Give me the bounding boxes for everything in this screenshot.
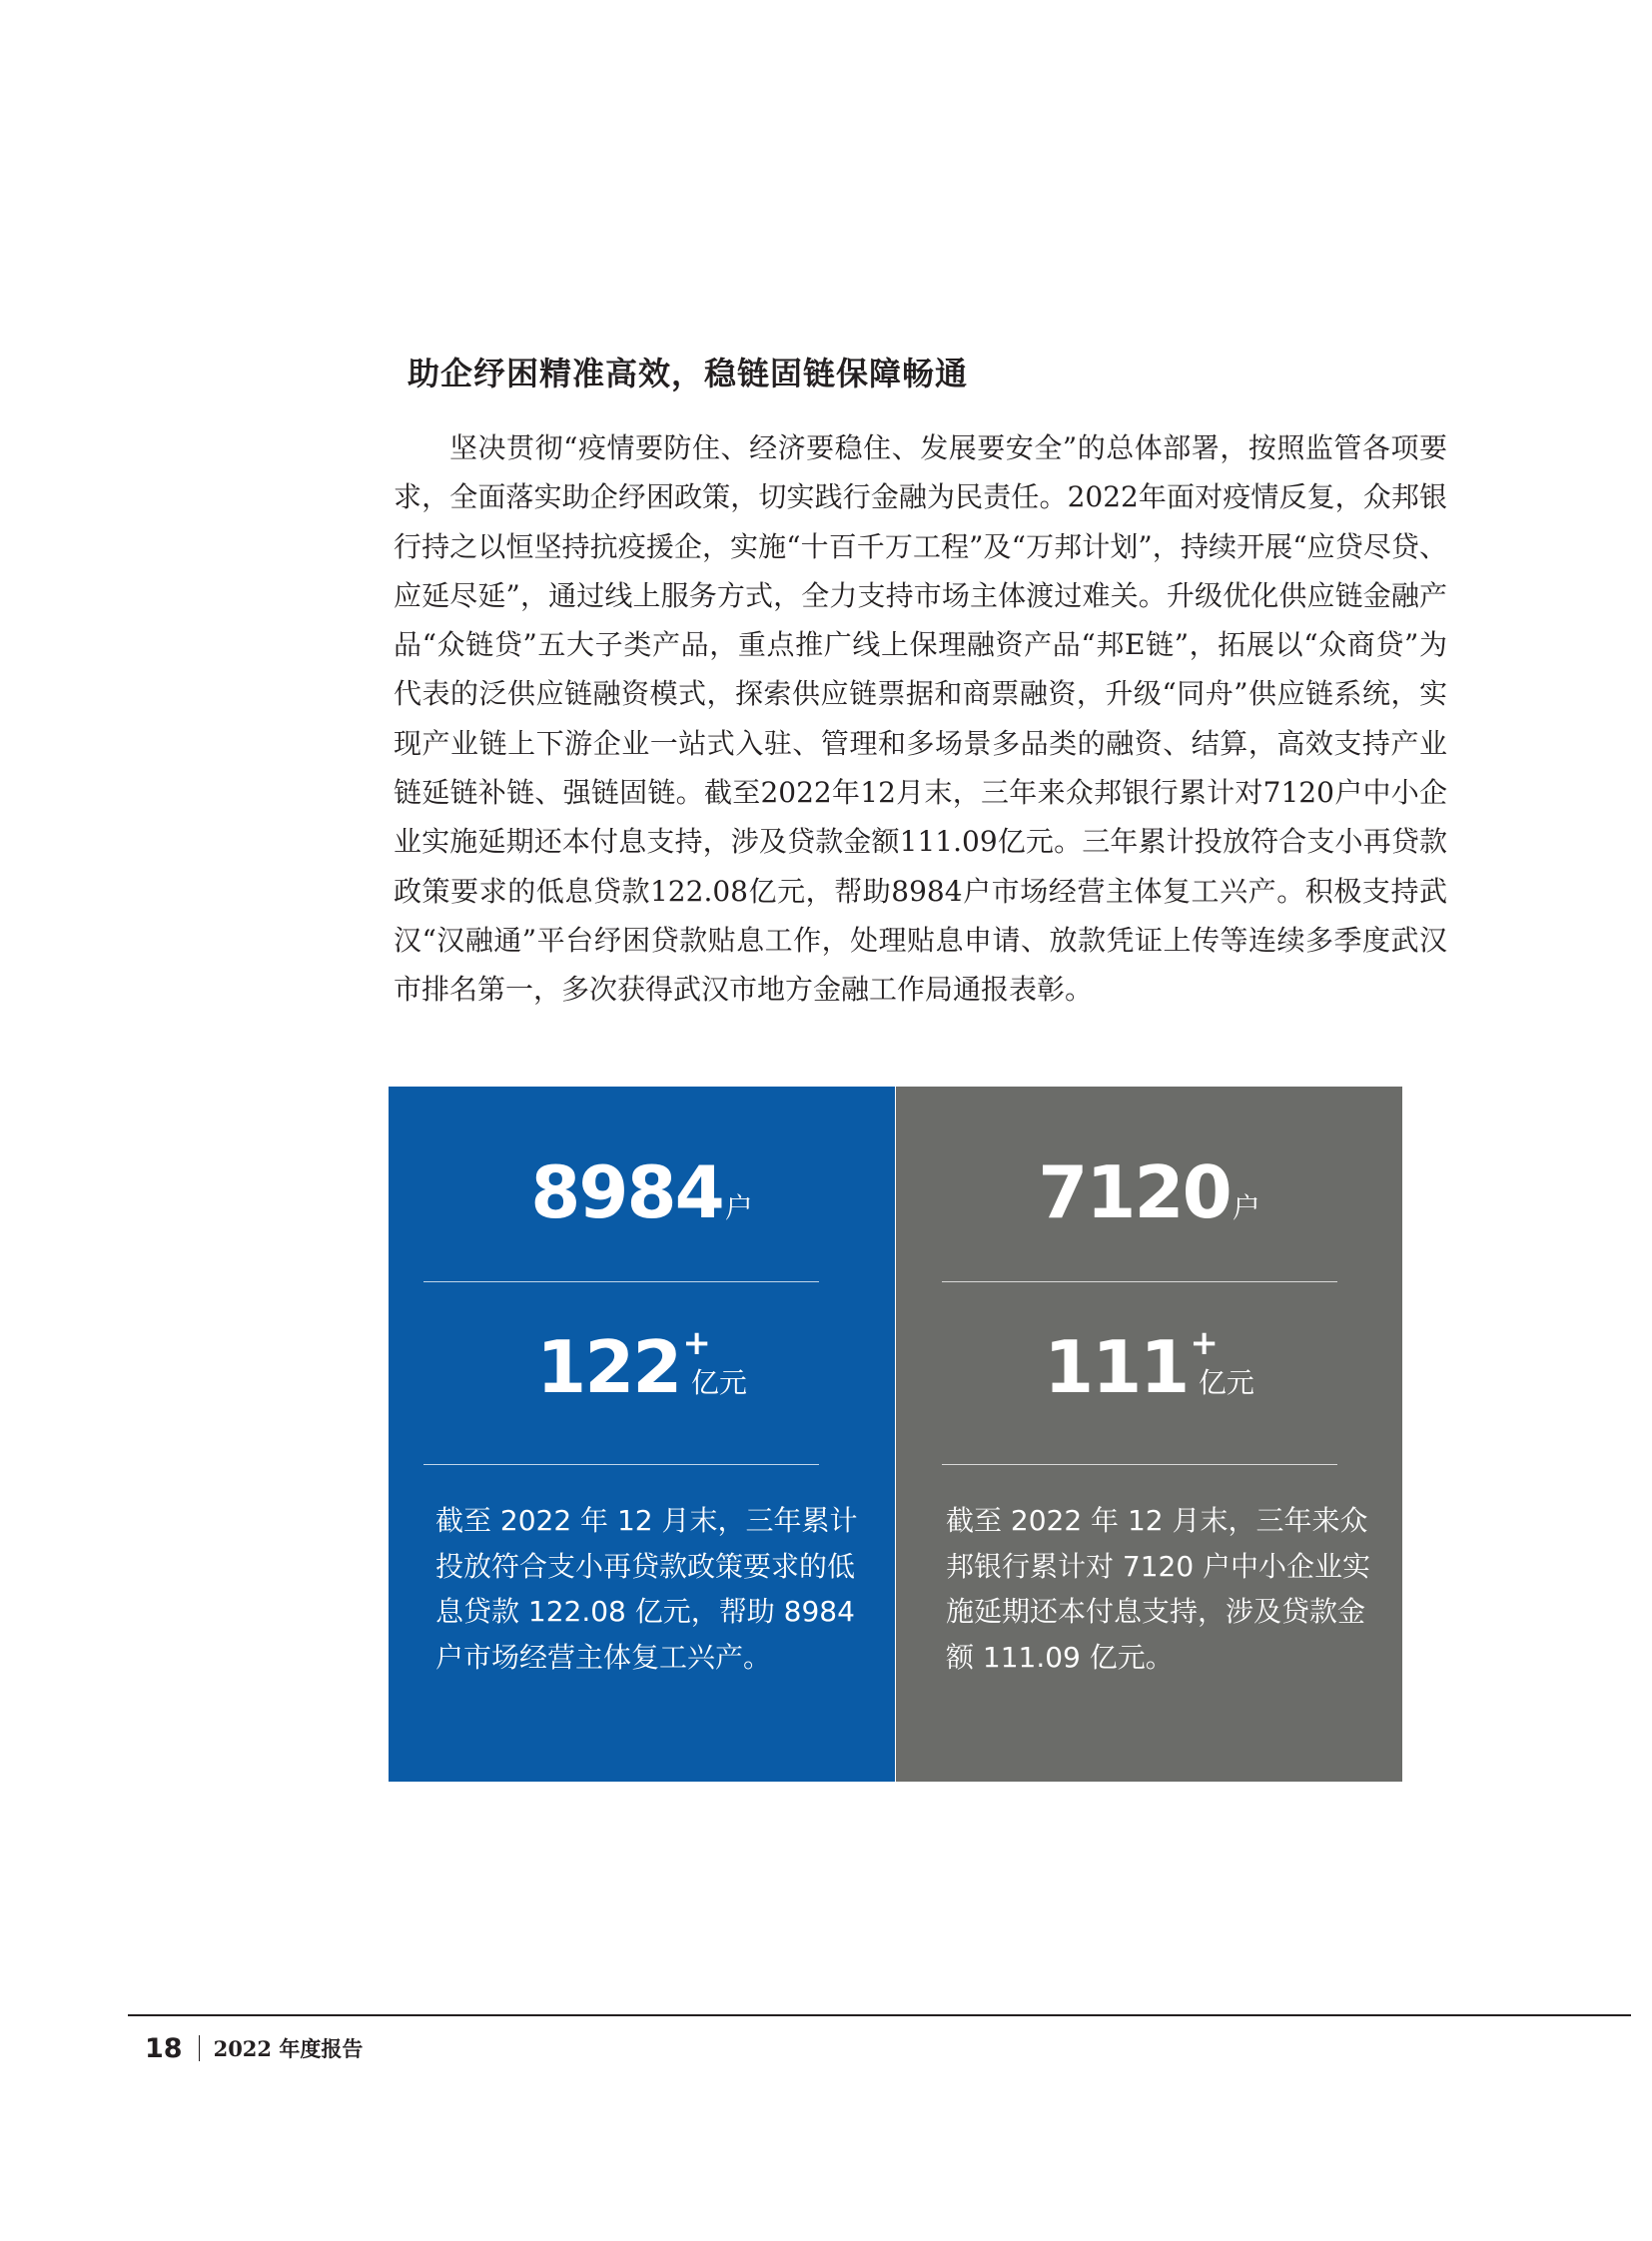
report-title: 2022 年度报告 bbox=[213, 2036, 364, 2061]
card-description: 截至 2022 年 12 月末，三年累计投放符合支小再贷款政策要求的低息贷款 122.08 亿元，帮助 8984 户市场经营主体复工兴产。 bbox=[435, 1504, 858, 1674]
stat-amount bbox=[389, 1323, 895, 1409]
stat-card-loans bbox=[389, 1087, 895, 1782]
footer-separator bbox=[199, 2035, 200, 2061]
card-divider bbox=[423, 1281, 819, 1282]
stat-amount-unit: 亿元 bbox=[690, 1366, 747, 1399]
stat-amount-value: 122 bbox=[536, 1325, 681, 1409]
stat-amount bbox=[896, 1323, 1402, 1409]
plus-sign: + bbox=[682, 1323, 711, 1363]
card-divider bbox=[942, 1464, 1337, 1465]
section-title: 助企纾困精准高效，稳链固链保障畅通 bbox=[408, 355, 969, 392]
stat-households-value: 8984 bbox=[530, 1150, 723, 1234]
stat-amount-value: 111 bbox=[1044, 1325, 1189, 1409]
plus-sign: + bbox=[1190, 1323, 1219, 1363]
card-description: 截至 2022 年 12 月末，三年来众邦银行累计对 7120 户中小企业实施延期还本付息支持，涉及贷款金额 111.09 亿元。 bbox=[946, 1504, 1371, 1674]
card-divider bbox=[942, 1281, 1337, 1282]
section-paragraph: 坚决贯彻“疫情要防住、经济要稳住、发展要安全”的总体部署，按照监管各项要求，全面落实助企纾困政策，切实践行金融为民责任。2022年面对疫情反复，众邦银行持之以恒坚持抗疫援企，实施“十百千万工程”及“万邦计划”，持续开展“应贷尽贷、应延尽延”，通过线上服务方式，全力支持市场主体渡过难关。升级优化供应链金融产品“众链贷”五大子类产品，重点推广线上保理融资产品“邦E链”，拓展以“众商贷”为代表的泛供应链融资模式，探索供应链票据和商票融资，升级“同舟”供应链系统，实现产业链上下游企业一站式入驻、管理和多场景多品类的融资、结算，高效支持产业链延链补链、强链固链。截至2022年12月末，三年来众邦银行累计对7120户中小企业实施延期还本付息支持，涉及贷款金额111.09亿元。三年累计投放符合支小再贷款政策要求的低息贷款122.08亿元，帮助8984户市场经营主体复工兴产。积极支持武汉“汉融通”平台纾困贷款贴息工作，处理贴息申请、放款凭证上传等连续多季度武汉市排名第一，多次获得武汉市地方金融工作局通报表彰。 bbox=[394, 431, 1447, 1007]
page-footer bbox=[145, 2030, 363, 2066]
stat-households-unit: 户 bbox=[1232, 1191, 1260, 1224]
stat-card-deferral bbox=[896, 1087, 1402, 1782]
page-number: 18 bbox=[145, 2032, 183, 2064]
card-divider bbox=[423, 1464, 819, 1465]
stat-amount-unit: 亿元 bbox=[1198, 1366, 1254, 1399]
stat-households-value: 7120 bbox=[1038, 1150, 1231, 1234]
stat-households bbox=[896, 1150, 1402, 1234]
stat-households-unit: 户 bbox=[724, 1191, 753, 1224]
footer-rule bbox=[128, 2014, 1631, 2016]
stat-households bbox=[389, 1150, 895, 1234]
